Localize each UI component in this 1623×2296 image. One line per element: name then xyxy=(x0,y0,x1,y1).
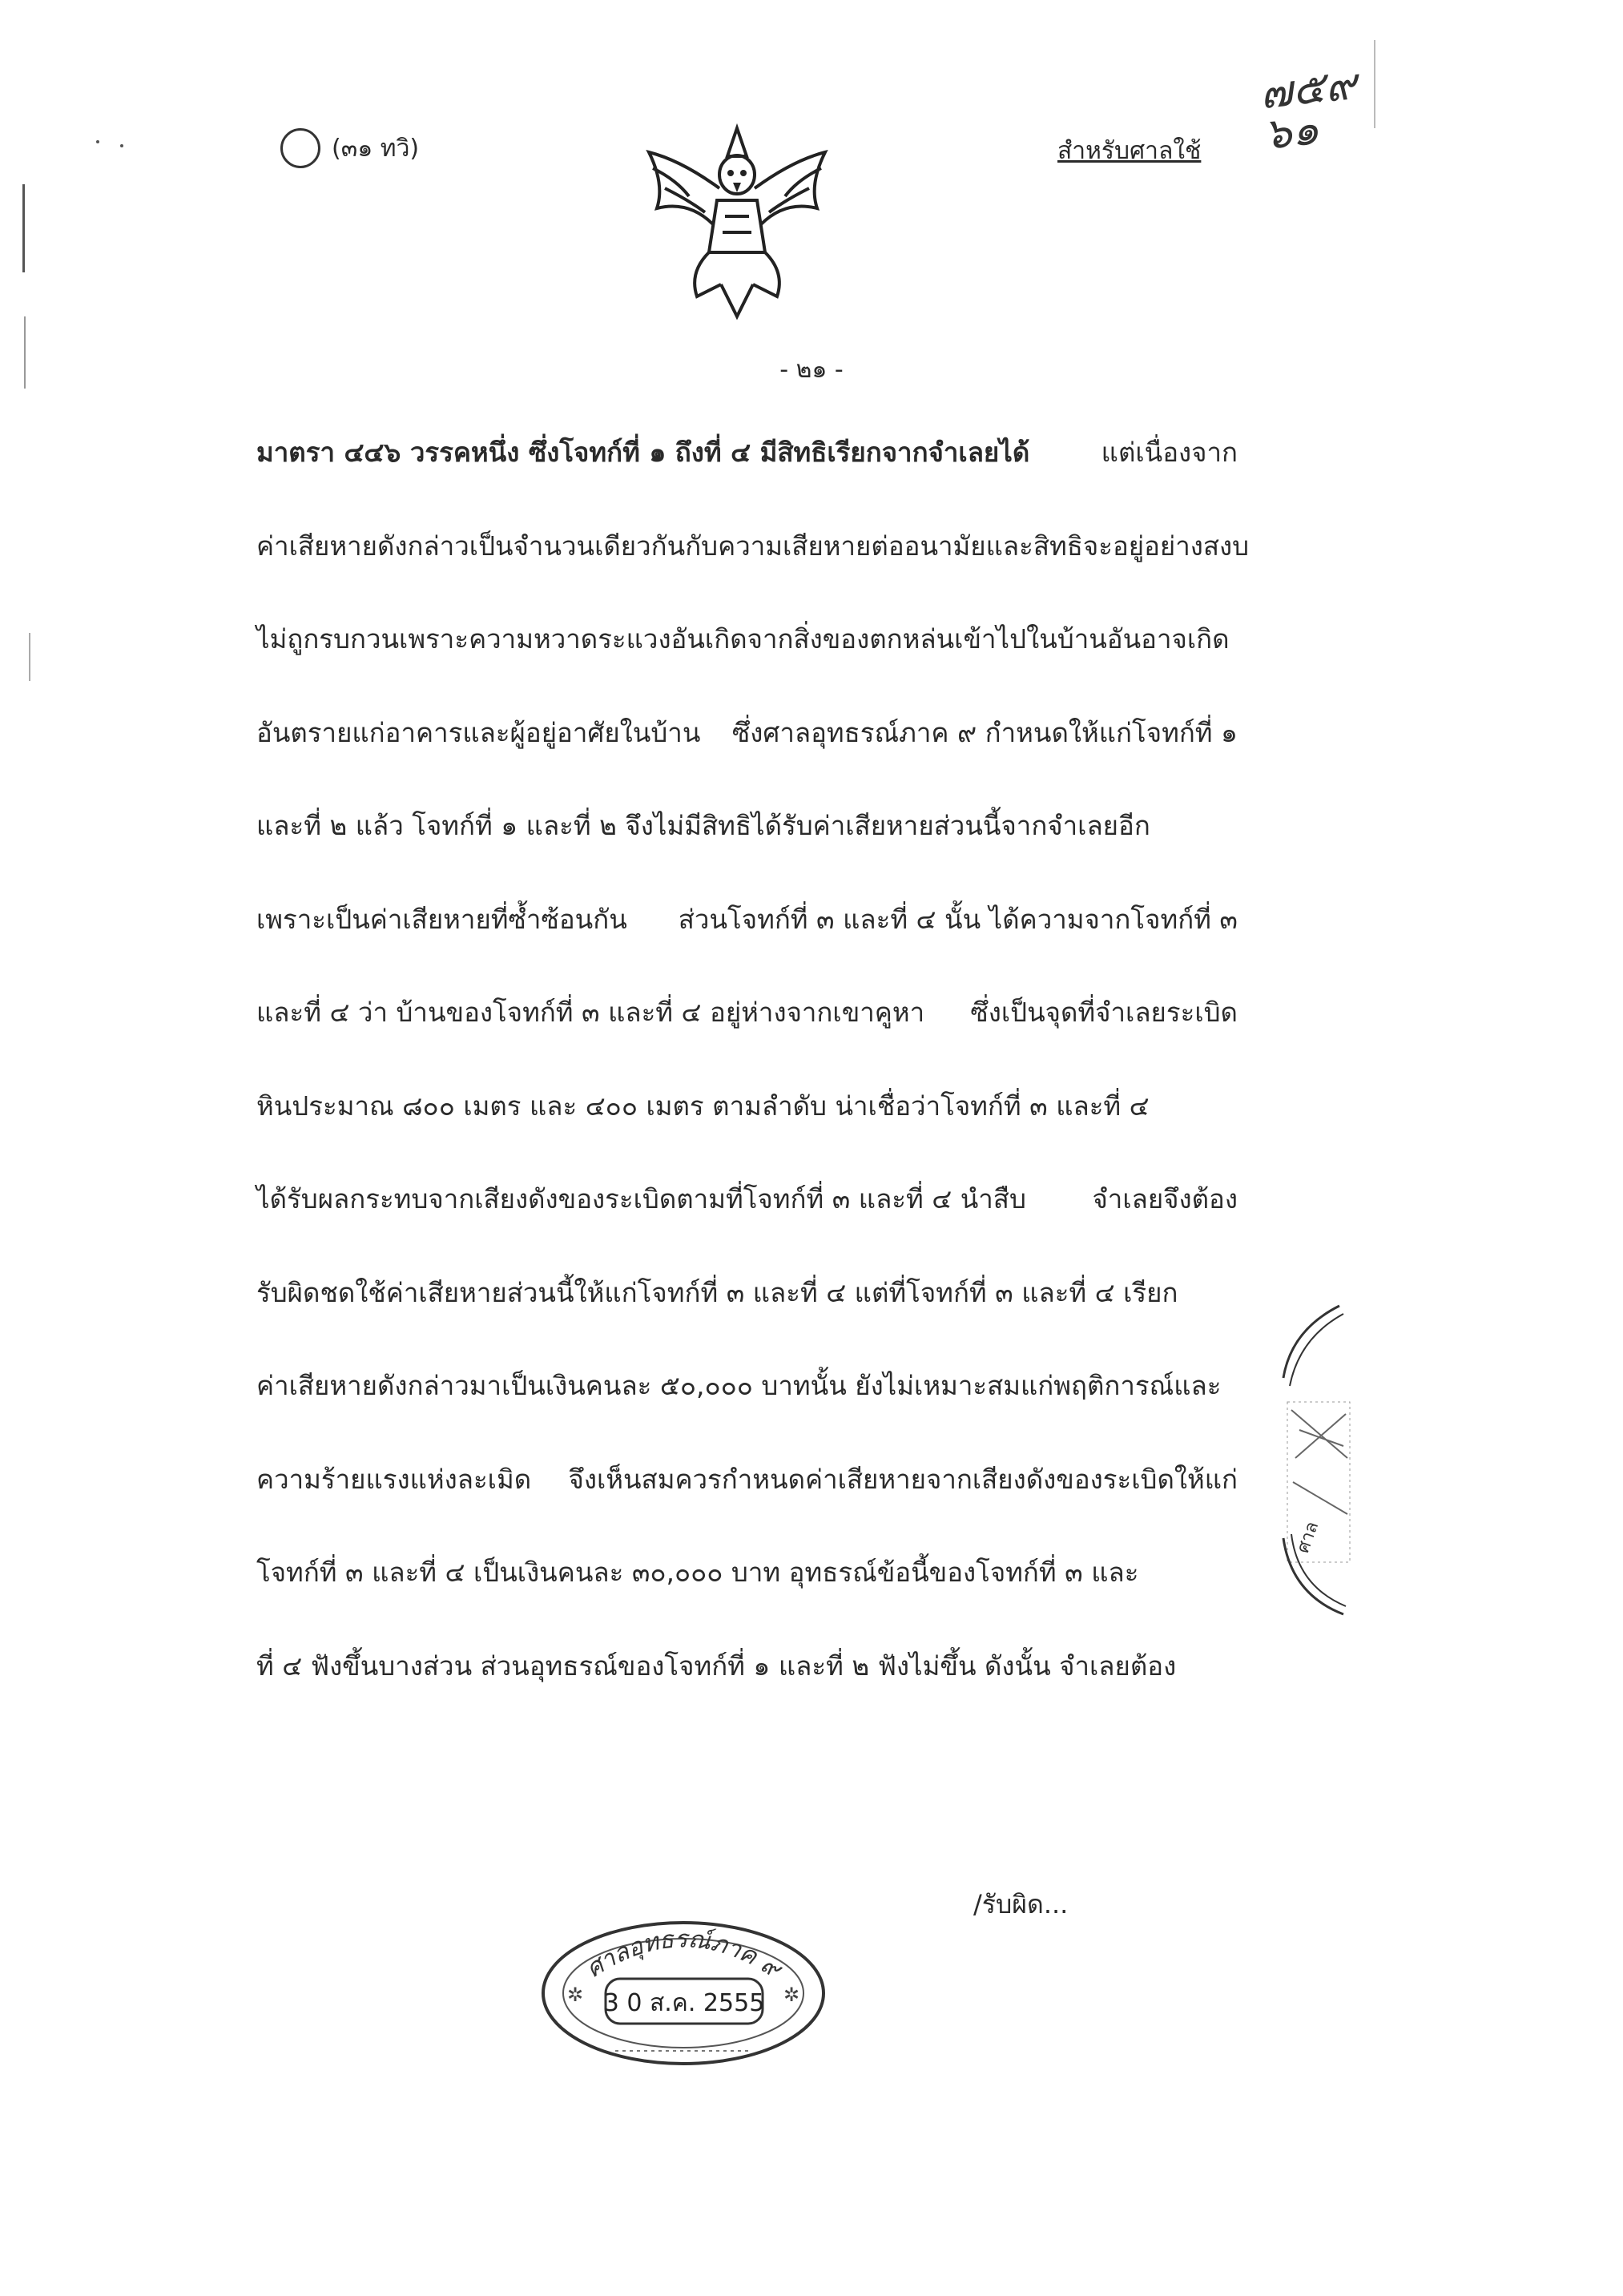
text-segment: รับผิดชดใช้ค่าเสียหายส่วนนี้ให้แก่โจทก์ที่ ๓ และที่ ๔ แต่ที่โจทก์ที่ ๓ และที่ ๔ เรียก xyxy=(256,1276,1178,1308)
text-line xyxy=(256,1557,1238,1650)
text-segment: มาตรา ๔๔๖ วรรคหนึ่ง ซึ่งโจทก์ที่ ๑ ถึงที่ ๔ มีสิทธิเรียกจากจำเลยได้ xyxy=(256,437,1030,468)
text-line xyxy=(256,717,1238,811)
form-code-text: (๓๑ ทวิ) xyxy=(332,134,420,163)
text-segment: แต่เนื่องจาก xyxy=(1101,437,1238,468)
text-segment: ที่ ๔ ฟังขึ้นบางส่วน ส่วนอุทธรณ์ของโจทก์ที่ ๑ และที่ ๒ ฟังไม่ขึ้น ดังนั้น จำเลยต้อง xyxy=(256,1649,1177,1682)
court-use-label: สำหรับศาลใช้ xyxy=(1057,137,1202,165)
text-segment: ค่าเสียหายดังกล่าวเป็นจำนวนเดียวกันกับความเสียหายต่ออนามัยและสิทธิจะอยู่อย่างสงบ xyxy=(256,530,1250,562)
text-line xyxy=(256,437,1238,530)
side-stamp-text: ศาล xyxy=(1293,1519,1323,1557)
text-segment: และที่ ๒ แล้ว โจทก์ที่ ๑ และที่ ๒ จึงไม่มีสิทธิได้รับค่าเสียหายส่วนนี้จากจำเลยอีก xyxy=(256,810,1150,841)
text-line xyxy=(256,1370,1238,1464)
form-code xyxy=(280,128,419,168)
handwritten-page-number: ๗๕๙ ๖๑ xyxy=(1257,58,1359,160)
court-date-stamp xyxy=(535,1913,832,2073)
text-segment: จำเลยจึงต้อง xyxy=(1092,1183,1238,1214)
scan-mark xyxy=(22,184,25,272)
text-segment: จึงเห็นสมควรกำหนดค่าเสียหายจากเสียงดังของระเบิดให้แก่ xyxy=(568,1463,1238,1495)
text-line xyxy=(256,997,1238,1090)
text-line xyxy=(256,904,1238,997)
scan-mark xyxy=(120,144,123,147)
page-number: - ๒๑ - xyxy=(779,356,844,384)
text-segment: ความร้ายแรงแห่งละเมิด xyxy=(256,1463,532,1495)
text-segment: และที่ ๔ ว่า บ้านของโจทก์ที่ ๓ และที่ ๔ อยู่ห่างจากเขาคูหา xyxy=(256,997,925,1028)
text-segment: ส่วนโจทก์ที่ ๓ และที่ ๔ นั้น ได้ความจากโจทก์ที่ ๓ xyxy=(678,903,1238,935)
text-segment: หินประมาณ ๘๐๐ เมตร และ ๔๐๐ เมตร ตามลำดับ น่าเชื่อว่าโจทก์ที่ ๓ และที่ ๔ xyxy=(256,1090,1150,1122)
continuation-marker: /รับผิด... xyxy=(973,1889,1069,1919)
stamp-star-right: ✲ xyxy=(783,1984,800,2006)
scan-mark xyxy=(1374,40,1375,128)
text-segment: อันตรายแก่อาคารและผู้อยู่อาศัยในบ้าน xyxy=(256,716,701,748)
text-line xyxy=(256,1183,1238,1277)
text-segment: ได้รับผลกระทบจากเสียงดังของระเบิดตามที่โจทก์ที่ ๓ และที่ ๔ นำสืบ xyxy=(256,1183,1026,1214)
text-segment: ซึ่งเป็นจุดที่จำเลยระเบิด xyxy=(970,997,1238,1028)
text-line xyxy=(256,810,1238,904)
text-line xyxy=(256,1464,1238,1557)
text-segment: ไม่ถูกรบกวนเพราะความหวาดระแวงอันเกิดจากสิ่งของตกหล่นเข้าไปในบ้านอันอาจเกิด xyxy=(256,623,1230,655)
form-circle-mark xyxy=(280,128,320,168)
scan-mark xyxy=(96,140,99,143)
text-segment: โจทก์ที่ ๓ และที่ ๔ เป็นเงินคนละ ๓๐,๐๐๐ บาท อุทธรณ์ข้อนี้ของโจทก์ที่ ๓ และ xyxy=(256,1557,1139,1588)
stamp-date: 3 0 ส.ค. 2555 xyxy=(603,1989,765,2017)
text-line xyxy=(256,1277,1238,1371)
stamp-court-name: ศาลอุทธรณ์ภาค ๙ xyxy=(581,1925,786,1984)
text-line xyxy=(256,530,1250,624)
text-segment: ค่าเสียหายดังกล่าวมาเป็นเงินคนละ ๕๐,๐๐๐ บาทนั้น ยังไม่เหมาะสมแก่พฤติการณ์และ xyxy=(256,1370,1222,1401)
text-line xyxy=(256,623,1238,717)
body-text xyxy=(256,437,1250,1743)
text-line xyxy=(256,1090,1238,1184)
scan-mark xyxy=(29,633,30,681)
garuda-emblem xyxy=(633,112,841,328)
text-segment: ซึ่งศาลอุทธรณ์ภาค ๙ กำหนดให้แก่โจทก์ที่ ๑ xyxy=(731,716,1238,748)
text-line xyxy=(256,1650,1238,1744)
stamp-star-left: ✲ xyxy=(567,1984,584,2006)
text-segment: เพราะเป็นค่าเสียหายที่ซ้ำซ้อนกัน xyxy=(256,903,627,935)
side-seal-stamp xyxy=(1275,1298,1352,1618)
